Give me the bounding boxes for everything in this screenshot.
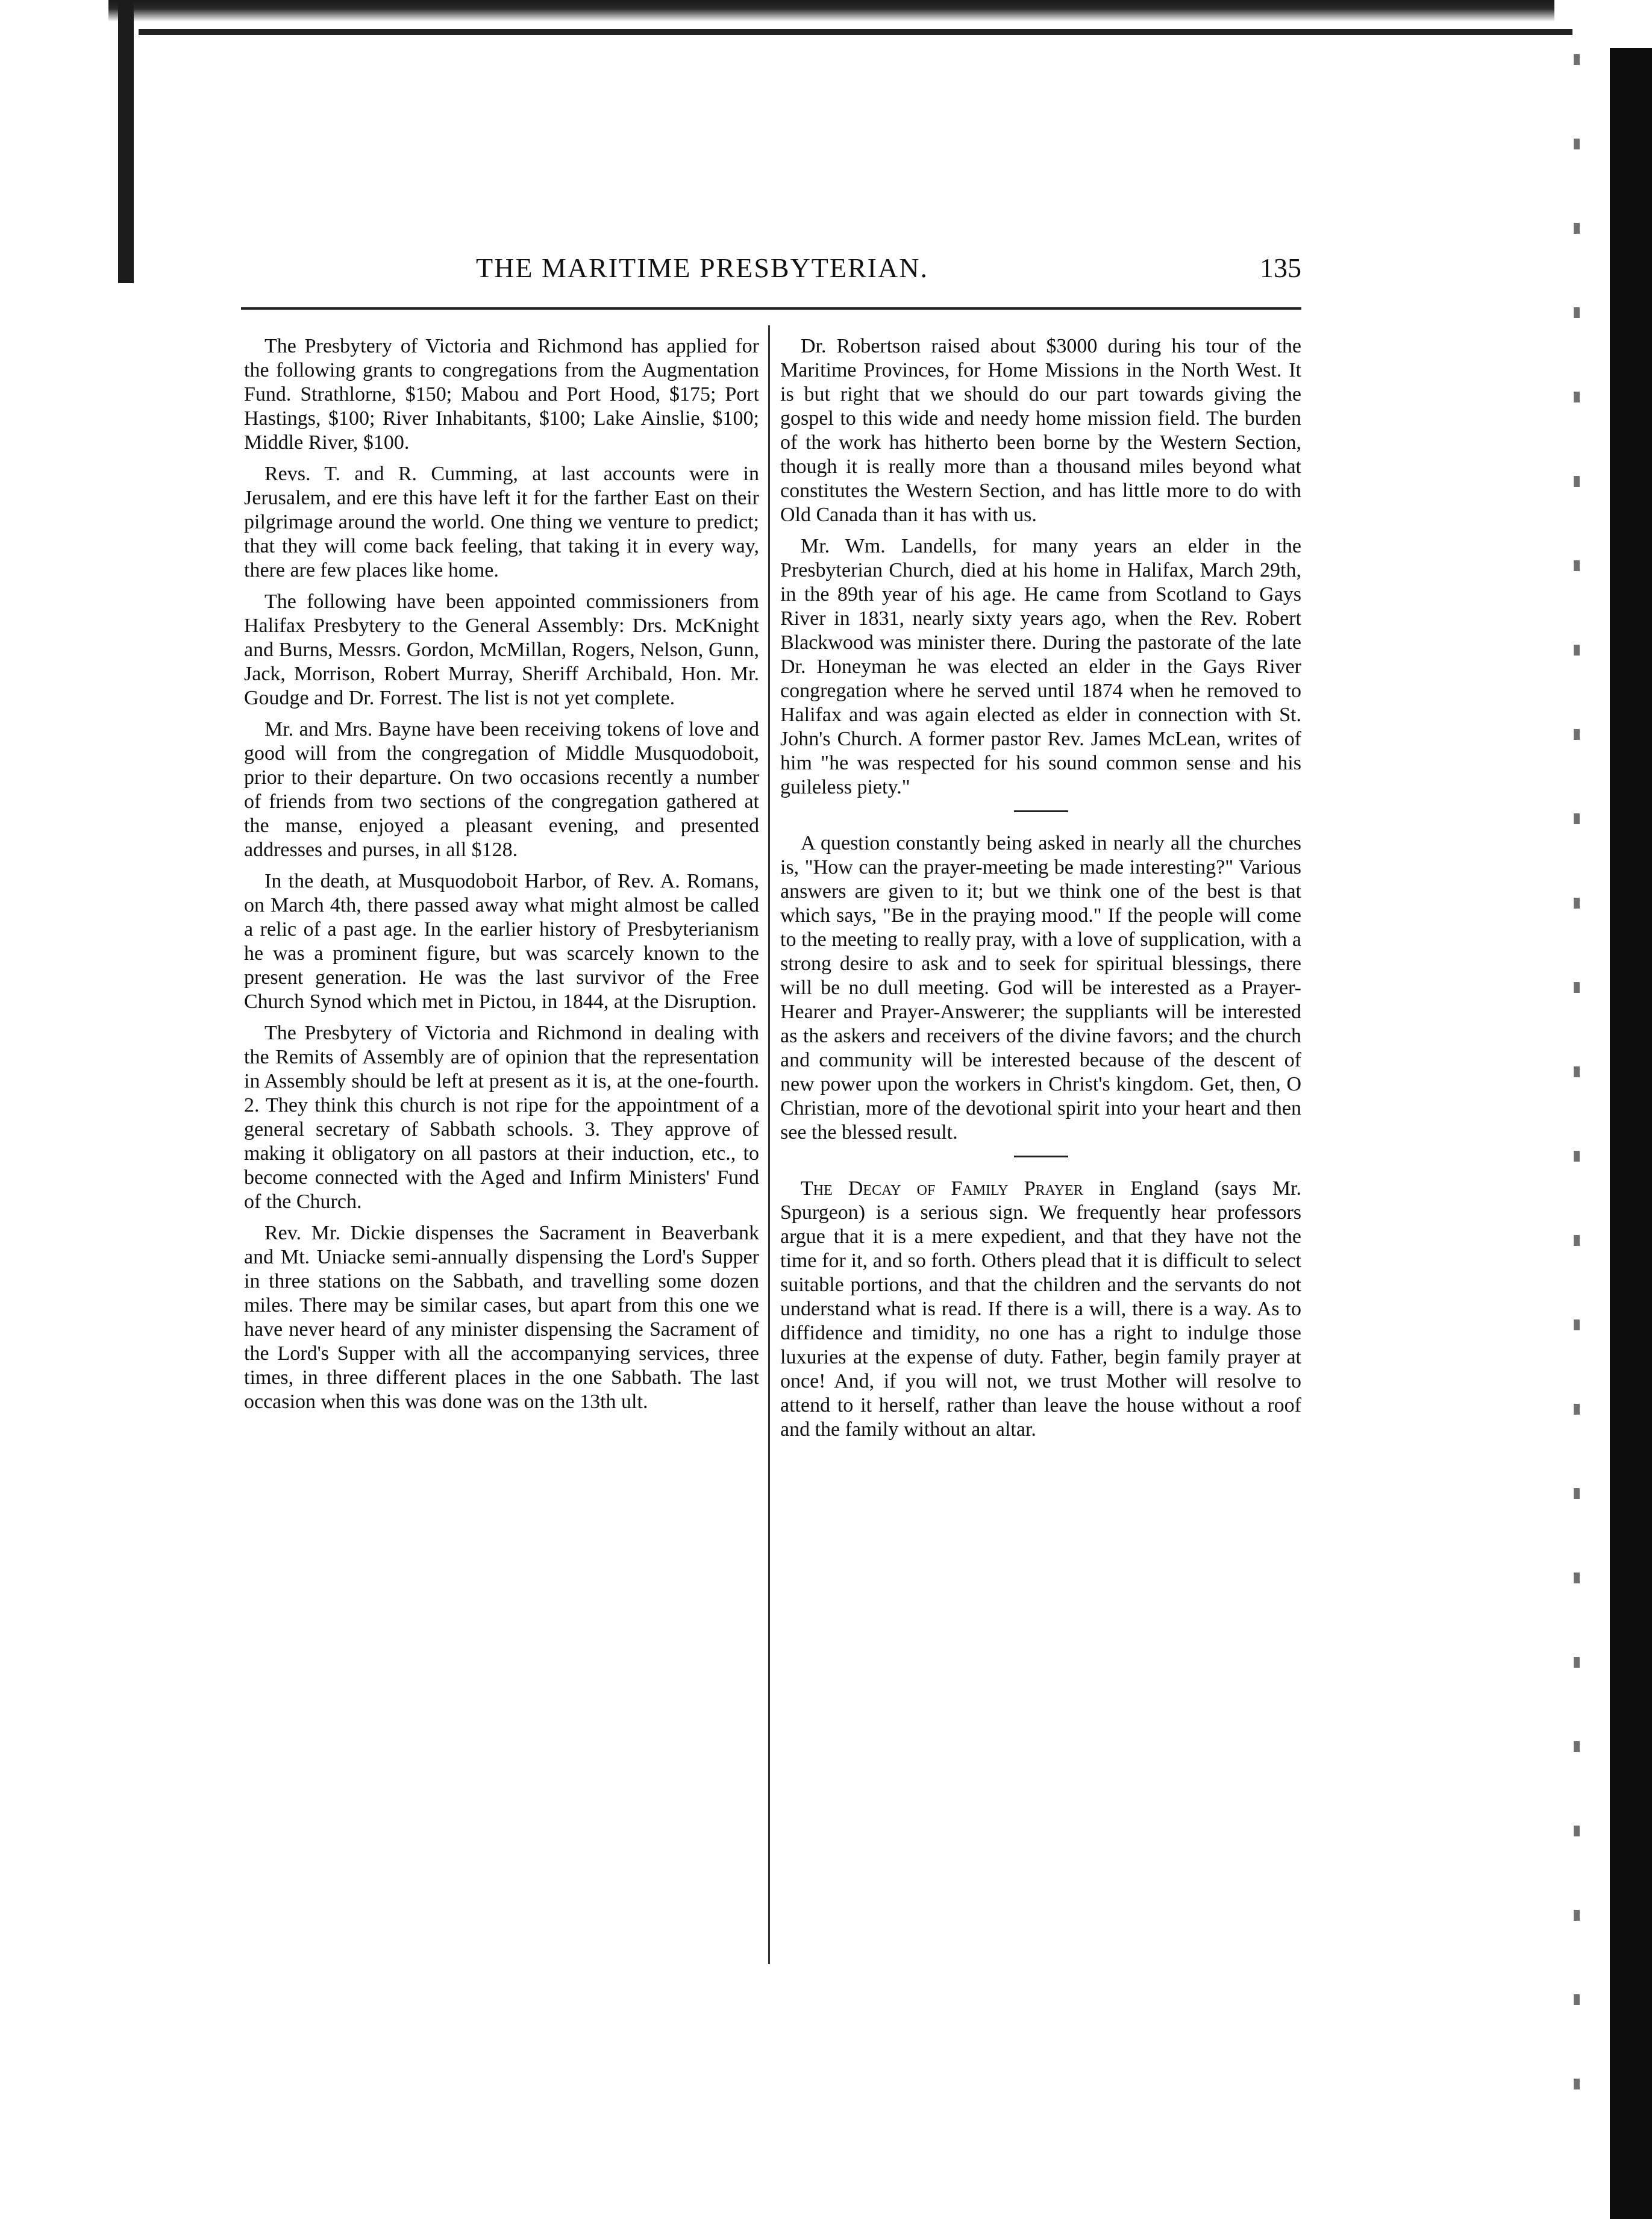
running-head bbox=[241, 252, 1301, 294]
article-augmentation-grants: The Presbytery of Victoria and Richmond has applied for the following grants to congregations from the Augmentation Fund. Strathlorne, $150; Mabou and Port Hood, $175; Port Hastings, $100; River Inhabitants, $100; Lake Ainslie, $100; Middle River, $100. bbox=[244, 335, 759, 454]
article-cumming-travels: Revs. T. and R. Cumming, at last accounts were in Jerusalem, and ere this have left it for the farther East on their pilgrimage around the world. One thing we venture to predict; that they will come back feeling, that taking it in every way, there are few places like home. bbox=[244, 463, 759, 581]
page-title: THE MARITIME PRESBYTERIAN. bbox=[476, 252, 928, 283]
left-column bbox=[244, 334, 759, 1421]
article-bayne-farewell: Mr. and Mrs. Bayne have been receiving tokens of love and good will from the congregation of Middle Musquodoboit, prior to their departure. On two occasions recently a number of friends from two sections of the congregation gathered at the manse, enjoyed a pleasant evening, and presented addresses and purses, in all $128. bbox=[244, 718, 759, 861]
article-landells-obituary: Mr. Wm. Landells, for many years an elder in the Presbyterian Church, died at his home in Halifax, March 29th, in the 89th year of his age. He came from Scotland to Gays River in 1831, nearly sixty years ago, when the Rev. Robert Blackwood was minister there. During the pastorate of the late Dr. Honeyman he was elected an elder in the Gays River congregation where he served until 1874 when he removed to Halifax and was again elected as elder in connection with St. John's Church. A former pastor Rev. James McLean, writes of him "he was respected for his sound common sense and his guileless piety." bbox=[780, 535, 1301, 798]
section-divider bbox=[1014, 1156, 1068, 1157]
scan-top-rule bbox=[139, 29, 1572, 35]
article-romans-obituary: In the death, at Musquodoboit Harbor, of Rev. A. Romans, on March 4th, there passed away what might almost be called a relic of a past age. In the earlier history of Presbyterianism he was a prominent figure, but was scarcely known to the present generation. He was the last survivor of the Free Church Synod which met in Pictou, in 1844, at the Disruption. bbox=[244, 870, 759, 1013]
family-prayer-lead: The Decay of Family Prayer bbox=[801, 1177, 1083, 1200]
article-prayer-meeting: A question constantly being asked in nearly all the churches is, "How can the prayer-meeting be made interesting?" Various answers are given to it; but we think one of the best is that which says, "Be in the praying mood." If the people will come to the meeting to really pray, with a love of supplication, with a strong desire to ask and to seek for spiritual blessings, there will be no dull meeting. God will be interested as a Prayer-Hearer and Prayer-Answerer; the suppliants will be interested as the askers and receivers of the divine favors; and the church and community will be interested because of the descent of new power upon the workers in Christ's kingdom. Get, then, O Christian, more of the devotional spirit into your heart and then see the blessed result. bbox=[780, 832, 1301, 1144]
section-divider bbox=[1014, 810, 1068, 812]
family-prayer-body: in England (says Mr. Spurgeon) is a serious sign. We frequently hear professors argue that it is a mere expedient, and that they have not the time for it, and so forth. Others plead that it is difficult to select suitable portions, and that the children and the servants do not understand what is read. If there is a will, there is a way. As to diffidence and timidity, no one has a right to indulge those luxuries at the expense of duty. Father, begin family prayer at once! And, if you will not, we trust Mother will resolve to attend to it herself, rather than leave the house without a roof and the family without an altar. bbox=[780, 1177, 1301, 1441]
article-dickie-sacrament: Rev. Mr. Dickie dispenses the Sacrament in Beaverbank and Mt. Uniacke semi-annually dispensing the Lord's Supper in three stations on the Sabbath, and travelling some dozen miles. There may be similar cases, but apart from this one we have never heard of any minister dispensing the Sacrament of the Lord's Supper with all the accompanying services, three times, in three different places in the one Sabbath. The last occasion when this was done was on the 13th ult. bbox=[244, 1222, 759, 1413]
right-column bbox=[780, 334, 1301, 1449]
scan-edge-right bbox=[1610, 48, 1652, 2219]
article-remits-of-assembly: The Presbytery of Victoria and Richmond in dealing with the Remits of Assembly are of opinion that the representation in Assembly should be left at present as it is, at the one-fourth. 2. They think this church is not ripe for the appointment of a general secretary of Sabbath schools. 3. They approve of making it obligatory on all pastors at their induction, etc., to become connected with the Aged and Infirm Ministers' Fund of the Church. bbox=[244, 1022, 759, 1213]
article-family-prayer bbox=[780, 1177, 1301, 1442]
header-rule bbox=[241, 307, 1301, 310]
article-assembly-commissioners: The following have been appointed commissioners from Halifax Presbytery to the General Assembly: Drs. McKnight and Burns, Messrs. Gordon, McMillan, Rogers, Nelson, Gunn, Jack, Morrison, Robert Murray, Sheriff Archibald, Hon. Mr. Goudge and Dr. Forrest. The list is not yet complete. bbox=[244, 590, 759, 709]
article-robertson-home-missions: Dr. Robertson raised about $3000 during his tour of the Maritime Provinces, for Home Missions in the North West. It is but right that we should do our part towards giving the gospel to this wide and needy home mission field. The burden of the work has hitherto been borne by the Western Section, though it is really more than a thousand miles beyond what constitutes the Western Section, and has little more to do with Old Canada than it has with us. bbox=[780, 335, 1301, 526]
scan-edge-top bbox=[108, 0, 1554, 22]
scan-edge-left bbox=[118, 0, 134, 283]
scan-edge-specks bbox=[1574, 54, 1580, 2163]
column-divider bbox=[768, 325, 770, 1964]
page-number: 135 bbox=[1260, 252, 1301, 283]
